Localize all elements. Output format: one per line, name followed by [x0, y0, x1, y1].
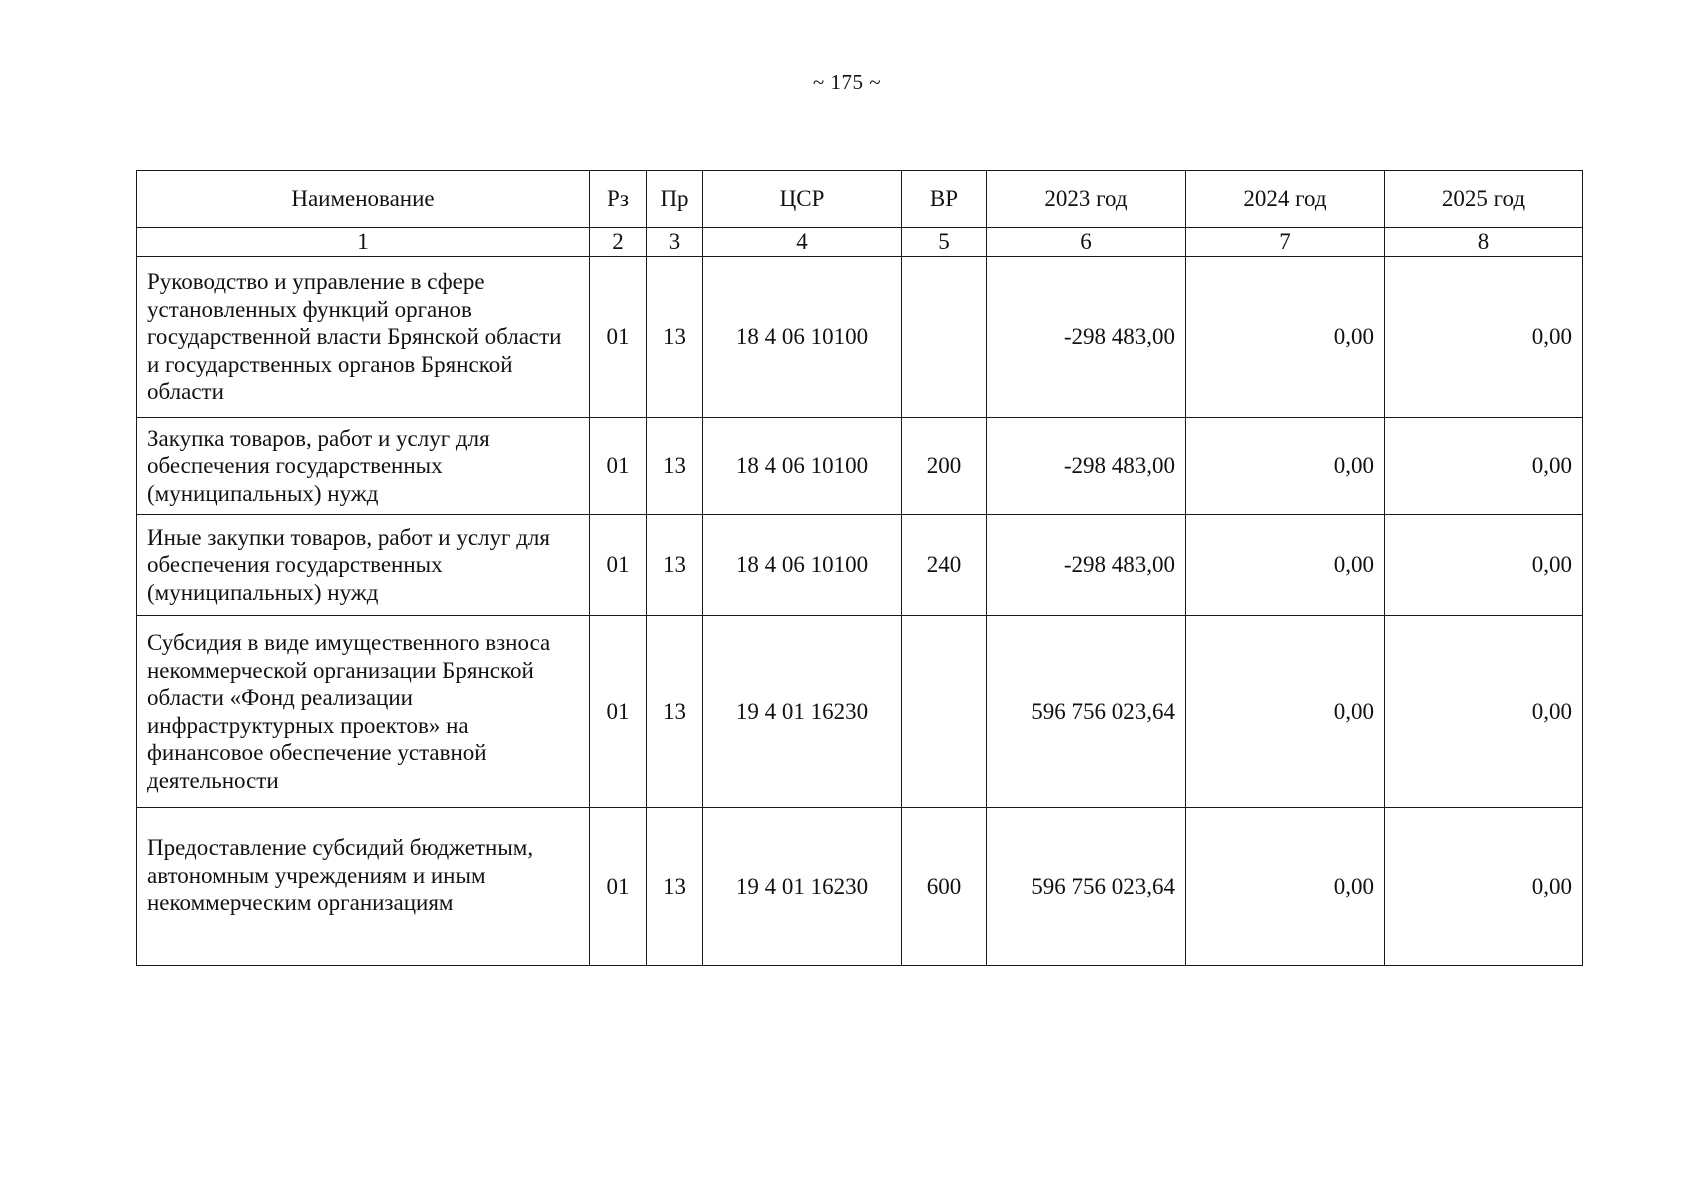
- column-number-row: [137, 228, 1583, 257]
- row-pr: 13: [647, 418, 703, 515]
- row-rz: 01: [590, 808, 647, 966]
- table-row: [137, 616, 1583, 808]
- column-number: 4: [703, 228, 902, 257]
- header-name: Наименование: [137, 171, 590, 228]
- row-vr: 240: [902, 515, 987, 616]
- row-rz: 01: [590, 616, 647, 808]
- table-row: [137, 515, 1583, 616]
- row-2023: -298 483,00: [987, 418, 1186, 515]
- row-2025: 0,00: [1385, 808, 1583, 966]
- column-number: 7: [1186, 228, 1385, 257]
- column-number: 2: [590, 228, 647, 257]
- table-row: [137, 418, 1583, 515]
- row-name: Предоставление субсидий бюджетным, автономным учреждениям и иным некоммерческим организациям: [137, 808, 590, 966]
- header-2024: 2024 год: [1186, 171, 1385, 228]
- row-2023: 596 756 023,64: [987, 616, 1186, 808]
- column-number: 6: [987, 228, 1186, 257]
- budget-table: [136, 170, 1583, 966]
- row-vr: [902, 616, 987, 808]
- row-csr: 18 4 06 10100: [703, 257, 902, 418]
- row-name: Иные закупки товаров, работ и услуг для обеспечения государственных (муниципальных) нужд: [137, 515, 590, 616]
- row-rz: 01: [590, 418, 647, 515]
- row-csr: 19 4 01 16230: [703, 616, 902, 808]
- header-rz: Рз: [590, 171, 647, 228]
- column-number: 5: [902, 228, 987, 257]
- page-number: ~ 175 ~: [812, 70, 882, 94]
- row-pr: 13: [647, 257, 703, 418]
- row-name: Субсидия в виде имущественного взноса некоммерческой организации Брянской области «Фонд реализации инфраструктурных проектов» на финансовое обеспечение уставной деятельности: [137, 616, 590, 808]
- row-2025: 0,00: [1385, 616, 1583, 808]
- row-name: Закупка товаров, работ и услуг для обеспечения государственных (муниципальных) нужд: [137, 418, 590, 515]
- table-row: [137, 257, 1583, 418]
- row-2023: 596 756 023,64: [987, 808, 1186, 966]
- row-2024: 0,00: [1186, 257, 1385, 418]
- header-2025: 2025 год: [1385, 171, 1583, 228]
- column-number: 8: [1385, 228, 1583, 257]
- row-2023: -298 483,00: [987, 515, 1186, 616]
- row-csr: 18 4 06 10100: [703, 515, 902, 616]
- row-pr: 13: [647, 515, 703, 616]
- header-row: [137, 171, 1583, 228]
- header-pr: Пр: [647, 171, 703, 228]
- row-2025: 0,00: [1385, 257, 1583, 418]
- row-2024: 0,00: [1186, 515, 1385, 616]
- row-pr: 13: [647, 808, 703, 966]
- row-rz: 01: [590, 515, 647, 616]
- row-2024: 0,00: [1186, 808, 1385, 966]
- table-row: [137, 808, 1583, 966]
- row-2023: -298 483,00: [987, 257, 1186, 418]
- row-csr: 19 4 01 16230: [703, 808, 902, 966]
- row-csr: 18 4 06 10100: [703, 418, 902, 515]
- header-csr: ЦСР: [703, 171, 902, 228]
- column-number: 1: [137, 228, 590, 257]
- row-pr: 13: [647, 616, 703, 808]
- row-2024: 0,00: [1186, 616, 1385, 808]
- row-vr: 600: [902, 808, 987, 966]
- row-vr: 200: [902, 418, 987, 515]
- row-vr: [902, 257, 987, 418]
- row-2025: 0,00: [1385, 418, 1583, 515]
- header-vr: ВР: [902, 171, 987, 228]
- header-2023: 2023 год: [987, 171, 1186, 228]
- row-2024: 0,00: [1186, 418, 1385, 515]
- row-rz: 01: [590, 257, 647, 418]
- row-name: Руководство и управление в сфере установленных функций органов государственной власти Брянской области и государственных органов Брянской области: [137, 257, 590, 418]
- row-2025: 0,00: [1385, 515, 1583, 616]
- column-number: 3: [647, 228, 703, 257]
